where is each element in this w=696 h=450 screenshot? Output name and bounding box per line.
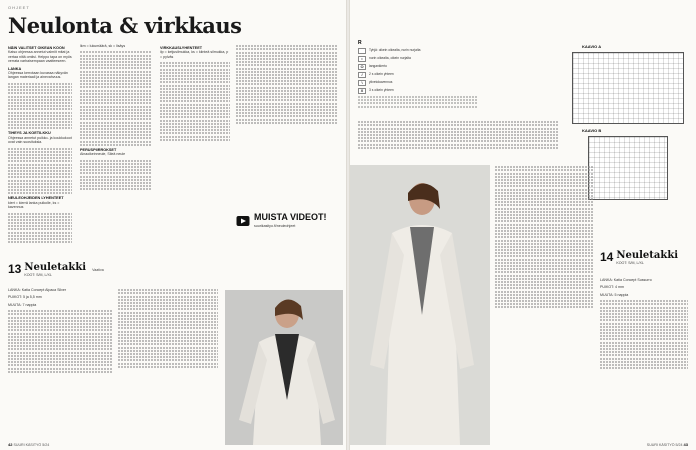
heading-virkkaus: VIRKKAUSLYHENTEET — [160, 46, 203, 50]
chart-b-label: KAAVIO B — [582, 128, 602, 133]
yarn: LANKA: Katia Concept Sussurro — [600, 278, 652, 282]
chart-notes — [358, 120, 558, 150]
legend-row: / 2 s oikein yhteen — [358, 72, 478, 78]
legend-row: Tyhjä: oikein oikealta, nurin nurjalta — [358, 48, 478, 54]
pattern-name: Neuletakki — [24, 262, 87, 273]
difficulty-label: Vaativa — [92, 268, 104, 272]
text-column-3 — [160, 44, 230, 142]
pattern-sizes: KOOT: S/M, L/XL — [24, 273, 52, 277]
pattern-sizes: KOOT: S/M, L/XL — [616, 261, 644, 265]
right-text-col-1 — [495, 165, 593, 310]
callout-title: MUISTA VIDEOT! — [254, 212, 327, 222]
pattern-14-materials — [600, 278, 688, 370]
text-column-2 — [80, 44, 152, 192]
pattern-13-materials — [8, 288, 113, 374]
legend-row: \ ylivetokavennus — [358, 80, 478, 86]
needles: PUIKOT: 5 ja 5,5 mm — [8, 295, 42, 300]
pattern-number: 13 — [8, 262, 22, 276]
chart-a-label: KAAVIO A — [582, 44, 602, 49]
paragraph: lkm = lukumäärä, sk = lisäys — [80, 44, 126, 48]
text-column-4 — [236, 44, 338, 125]
left-page — [0, 0, 346, 450]
knitting-chart-a — [572, 52, 684, 124]
text-column-1 — [8, 44, 72, 244]
paragraph: ilp = ketjusilmukka, ks = kiinteä silmukka, p = pylväs — [160, 50, 229, 59]
page-footer: SUURI KÄSITYÖ 5/24 43 — [646, 442, 688, 447]
video-callout — [236, 212, 338, 246]
legend-row: • nurin oikealta, oikein nurjalta — [358, 56, 478, 62]
model-illustration — [225, 290, 343, 445]
heading-lanka: LANKA — [8, 66, 22, 71]
pattern-14-header — [600, 250, 678, 265]
paragraph: Katso ohjeessa annetut valmiit mitat ja vertaa niitä omiisi. Helppo tapa on myös verrata varhaisempaan vaatteeseen. — [8, 50, 72, 64]
cardigan-photo-14 — [350, 165, 490, 445]
legend-title: R — [358, 40, 362, 46]
notions: MUUTA: 5 nappia — [600, 292, 629, 297]
notions: MUUTA: 7 nappia — [8, 302, 37, 307]
callout-link[interactable]: suurikasityo.fi/neuleohjeet — [254, 224, 296, 228]
page-title: Neulonta & virkkaus — [8, 13, 242, 38]
knitting-chart-b — [588, 136, 668, 200]
cardigan-photo-13 — [225, 290, 343, 445]
legend-row: O langankierto — [358, 64, 478, 70]
yarn: LANKA: Katia Concept Alpaca Silver — [8, 288, 67, 292]
chart-legend — [358, 40, 478, 109]
model-illustration — [350, 165, 490, 445]
paragraph: Ainaoikeinneule, Sileä neule — [80, 152, 126, 157]
legend-row: X 3 s oikein yhteen — [358, 88, 478, 94]
pattern-name: Neuletakki — [616, 250, 679, 261]
video-icon — [236, 214, 250, 228]
heading-peruspiirrokset: PERUSPIIRROKSET — [80, 147, 117, 152]
paragraph: kiert = kierrä lanka puikolle, ks = kavennus — [8, 200, 60, 210]
needles: PUIKOT: 4 mm — [600, 285, 624, 290]
heading-koko: NÄIN VALITSET OIKEAN KOON — [8, 46, 65, 50]
pattern-13-header — [8, 262, 104, 277]
paragraph: Ohjeessa kerrotaan kuvassa näkyvän langan materiaali ja ainevahvuus. — [8, 71, 68, 80]
pattern-13-instructions — [118, 288, 218, 369]
heading-tiheys: TIHEYS JA KOETILKKU — [8, 131, 51, 136]
pattern-number: 14 — [600, 250, 614, 264]
paragraph: Ohjeessa annetut puikko- ja koukkukoot ovat vain suosituksia. — [8, 135, 72, 145]
right-page — [350, 0, 696, 450]
section-label: OHJEET — [8, 5, 30, 10]
heading-lyhenteet: NEULEOHJEIDEN LYHENTEET — [8, 196, 64, 201]
page-footer: 42 SUURI KÄSITYÖ 5/24 — [8, 442, 50, 447]
